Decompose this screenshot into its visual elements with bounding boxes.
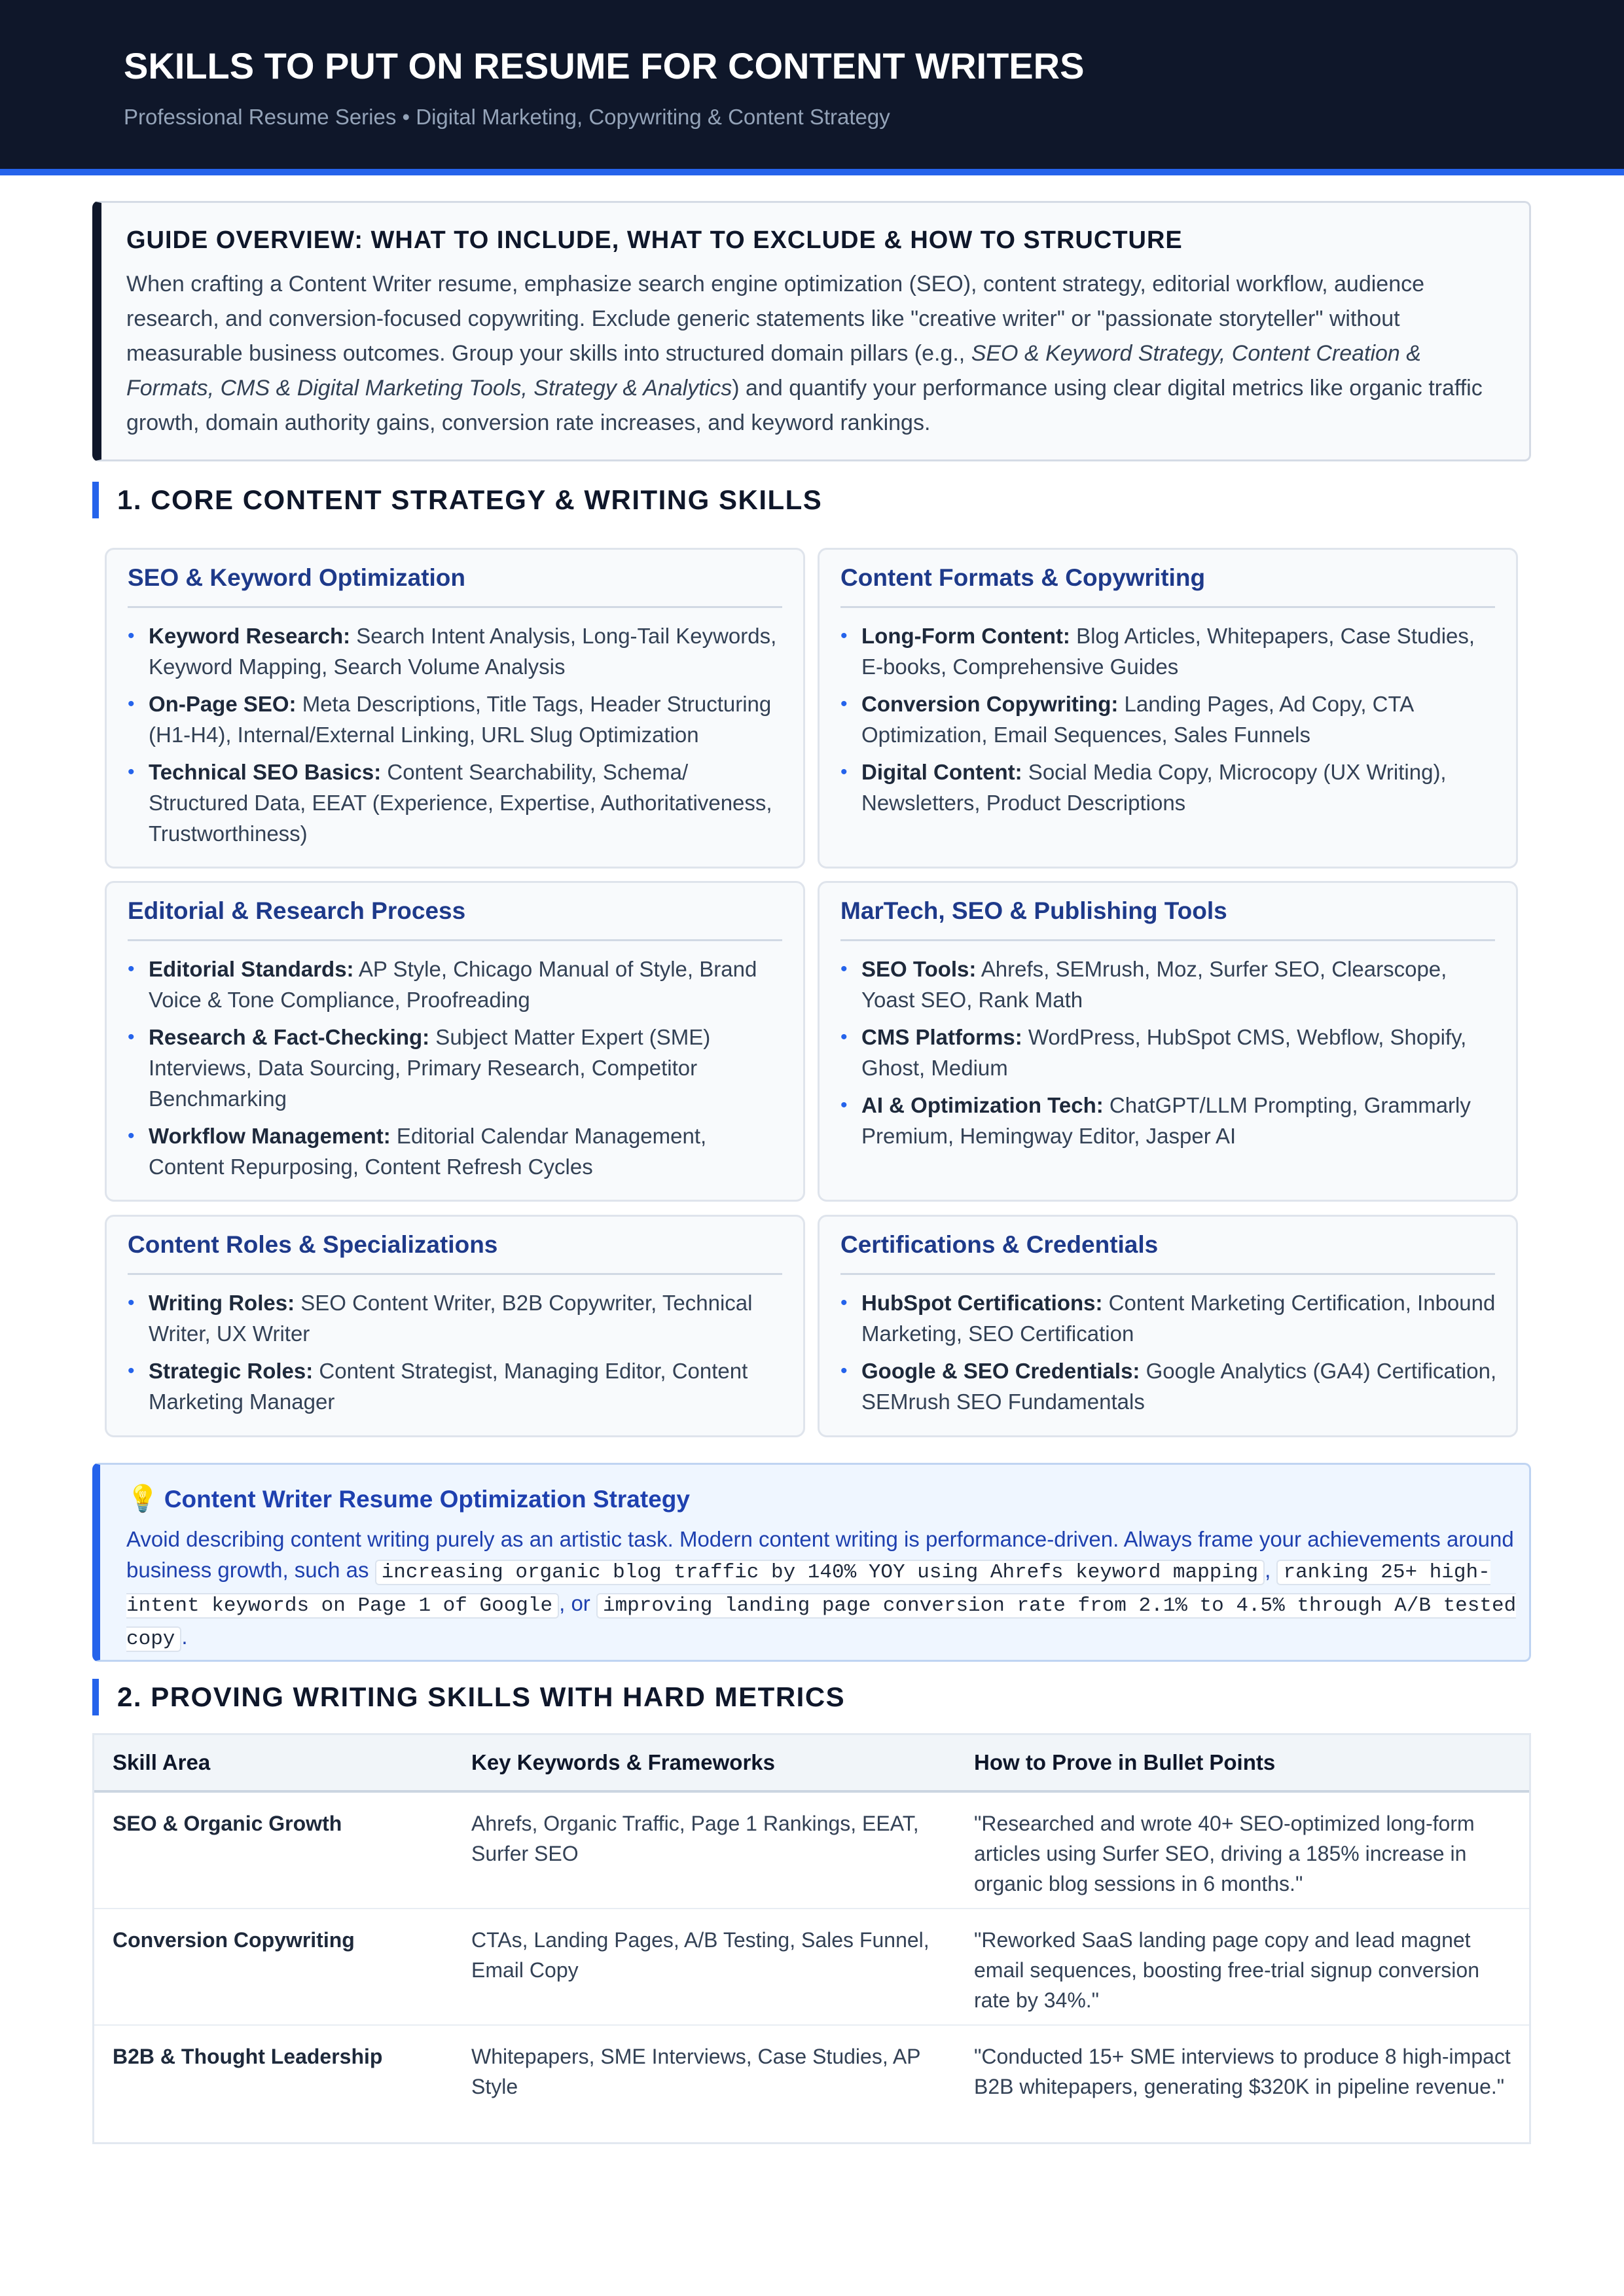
cell-skill-area: B2B & Thought Leadership <box>113 2045 383 2068</box>
card-divider <box>840 939 1495 941</box>
lightbulb-icon: 💡 <box>126 1484 159 1513</box>
skill-card <box>105 1215 805 1437</box>
tip-example-code: ranking 25+ high-intent keywords on Page 1 of Google <box>126 1561 1490 1617</box>
page-header <box>0 0 1624 169</box>
skill-item <box>840 757 1498 818</box>
skill-text: Ahrefs, SEMrush, Moz, Surfer SEO, Clearscope, Yoast SEO, Rank Math <box>861 957 1447 1012</box>
skill-list <box>128 620 785 855</box>
skill-label: Conversion Copywriting: <box>861 692 1119 716</box>
bullet-icon: • <box>840 625 848 647</box>
bullet-icon: • <box>128 1360 135 1382</box>
skill-item <box>128 954 785 1015</box>
skill-text: WordPress, HubSpot CMS, Webflow, Shopify, Ghost, Medium <box>861 1025 1467 1080</box>
section-heading-metrics: 2. PROVING WRITING SKILLS WITH HARD METRICS <box>92 1679 845 1715</box>
tip-text <box>126 1524 1521 1655</box>
skill-label: Editorial Standards: <box>149 957 354 981</box>
skill-label: SEO Tools: <box>861 957 977 981</box>
column-header: How to Prove in Bullet Points <box>974 1750 1276 1774</box>
skill-item <box>128 1287 785 1349</box>
table-row <box>94 2026 1529 2142</box>
cell-proof: "Researched and wrote 40+ SEO-optimized long-form articles using Surfer SEO, driving a 185% increase in organic blog sessions in 6 months." <box>974 1812 1475 1895</box>
page-title: SKILLS TO PUT ON RESUME FOR CONTENT WRITERS <box>124 45 1085 86</box>
bullet-icon: • <box>840 693 848 715</box>
cell-proof: "Reworked SaaS landing page copy and lead magnet email sequences, boosting free-trial signup conversion rate by 34%." <box>974 1928 1479 2012</box>
tip-example-code: improving landing page conversion rate from 2.1% to 4.5% through A/B tested copy <box>126 1594 1517 1651</box>
bullet-icon: • <box>128 625 135 647</box>
skill-label: HubSpot Certifications: <box>861 1291 1103 1315</box>
skill-item <box>840 1090 1498 1151</box>
card-divider <box>128 1273 782 1275</box>
overview-heading: GUIDE OVERVIEW: WHAT TO INCLUDE, WHAT TO EXCLUDE & HOW TO STRUCTURE <box>126 226 1183 254</box>
bullet-icon: • <box>840 1360 848 1382</box>
cell-keywords: CTAs, Landing Pages, A/B Testing, Sales Funnel, Email Copy <box>471 1928 929 1982</box>
card-divider <box>128 939 782 941</box>
skill-text: Search Intent Analysis, Long-Tail Keywords, Keyword Mapping, Search Volume Analysis <box>149 624 777 679</box>
skill-card <box>818 1215 1518 1437</box>
skill-list <box>840 1287 1498 1424</box>
skill-label: Digital Content: <box>861 760 1022 784</box>
skill-item <box>128 1022 785 1114</box>
skill-item <box>840 954 1498 1015</box>
table-row <box>94 1909 1529 2026</box>
tip-text-part: , <box>1265 1558 1277 1582</box>
skill-text: Editorial Calendar Management, Content Repurposing, Content Refresh Cycles <box>149 1124 707 1179</box>
skill-card <box>105 881 805 1202</box>
overview-text-italic: SEO & Keyword Strategy, Content Creation & Formats, CMS & Digital Marketing Tools, Strategy & Analytics <box>126 341 1421 401</box>
skill-label: Keyword Research: <box>149 624 351 648</box>
skill-text: Content Searchability, Schema/ Structured Data, EEAT (Experience, Expertise, Authoritativeness, Trustworthiness) <box>149 760 772 846</box>
skill-card <box>818 881 1518 1202</box>
card-title: Editorial & Research Process <box>128 897 466 924</box>
tip-example-code: increasing organic blog traffic by 140% YOY using Ahrefs keyword mapping <box>375 1560 1265 1585</box>
optimization-tip-box <box>92 1463 1531 1662</box>
column-header: Key Keywords & Frameworks <box>471 1750 776 1774</box>
skill-item <box>840 1355 1498 1417</box>
skill-item <box>128 620 785 682</box>
header-accent-bar <box>0 169 1624 175</box>
skill-label: Workflow Management: <box>149 1124 391 1148</box>
skill-item <box>128 1355 785 1417</box>
skill-label: Writing Roles: <box>149 1291 295 1315</box>
bullet-icon: • <box>128 1026 135 1048</box>
skill-item <box>128 689 785 750</box>
card-title: Certifications & Credentials <box>840 1231 1159 1258</box>
skill-text: Subject Matter Expert (SME) Interviews, Data Sourcing, Primary Research, Competitor Benchmarking <box>149 1025 711 1111</box>
section-heading-core-skills: 1. CORE CONTENT STRATEGY & WRITING SKILLS <box>92 482 822 518</box>
skill-card <box>105 548 805 869</box>
skill-list <box>128 954 785 1189</box>
tip-title-text: Content Writer Resume Optimization Strategy <box>164 1486 690 1513</box>
cell-keywords: Ahrefs, Organic Traffic, Page 1 Rankings, EEAT, Surfer SEO <box>471 1812 919 1865</box>
tip-text-part: . <box>181 1624 188 1649</box>
bullet-icon: • <box>128 693 135 715</box>
skill-item <box>840 1287 1498 1349</box>
skill-label: Google & SEO Credentials: <box>861 1359 1140 1383</box>
skill-label: Long-Form Content: <box>861 624 1070 648</box>
bullet-icon: • <box>840 1026 848 1048</box>
tip-text-part: Avoid describing content writing purely as an artistic task. Modern content writing is performance-driven. Always frame your achievements around business growth, such as <box>126 1527 1514 1582</box>
overview-text-start: When crafting a Content Writer resume, emphasize search engine optimization (SEO), content strategy, editorial workflow, audience research, and conversion-focused copywriting. Exclude generic statements like "creative writer" or "passionate storyteller" without measurable business outcomes. Group your skills into structured domain pillars (e.g., <box>126 272 1425 366</box>
skill-item <box>840 689 1498 750</box>
skill-item <box>128 757 785 849</box>
skill-text: Content Marketing Certification, Inbound Marketing, SEO Certification <box>861 1291 1496 1346</box>
skill-text: SEO Content Writer, B2B Copywriter, Technical Writer, UX Writer <box>149 1291 753 1346</box>
skill-item <box>840 1022 1498 1083</box>
skill-text: Blog Articles, Whitepapers, Case Studies, E-books, Comprehensive Guides <box>861 624 1475 679</box>
bullet-icon: • <box>840 1292 848 1314</box>
bullet-icon: • <box>128 1292 135 1314</box>
bullet-icon: • <box>840 761 848 783</box>
card-divider <box>840 1273 1495 1275</box>
skill-label: Strategic Roles: <box>149 1359 314 1383</box>
skill-label: AI & Optimization Tech: <box>861 1093 1104 1117</box>
skill-card <box>818 548 1518 869</box>
skill-text: ChatGPT/LLM Prompting, Grammarly Premium, Hemingway Editor, Jasper AI <box>861 1093 1471 1148</box>
page-subtitle: Professional Resume Series • Digital Marketing, Copywriting & Content Strategy <box>124 105 890 129</box>
card-divider <box>840 606 1495 608</box>
skill-text: Content Strategist, Managing Editor, Content Marketing Manager <box>149 1359 748 1414</box>
skill-list <box>840 620 1498 825</box>
skill-item <box>128 1121 785 1182</box>
tip-text-part: , or <box>559 1591 596 1615</box>
card-title: Content Roles & Specializations <box>128 1231 498 1258</box>
overview-text-end: ) and quantify your performance using clear digital metrics like organic traffic growth, domain authority gains, conversion rate increases, and keyword rankings. <box>126 376 1483 435</box>
skill-text: Meta Descriptions, Title Tags, Header Structuring (H1-H4), Internal/External Linking, URL Slug Optimization <box>149 692 772 747</box>
skill-text: AP Style, Chicago Manual of Style, Brand Voice & Tone Compliance, Proofreading <box>149 957 757 1012</box>
skill-list <box>128 1287 785 1424</box>
bullet-icon: • <box>840 958 848 980</box>
cell-skill-area: SEO & Organic Growth <box>113 1812 342 1835</box>
column-header: Skill Area <box>113 1750 211 1774</box>
skill-label: CMS Platforms: <box>861 1025 1022 1049</box>
skill-label: Technical SEO Basics: <box>149 760 382 784</box>
skill-text: Social Media Copy, Microcopy (UX Writing), Newsletters, Product Descriptions <box>861 760 1447 815</box>
table-header-row <box>94 1735 1529 1793</box>
guide-overview-box <box>92 201 1531 461</box>
cell-skill-area: Conversion Copywriting <box>113 1928 355 1952</box>
bullet-icon: • <box>840 1094 848 1116</box>
bullet-icon: • <box>128 761 135 783</box>
skill-label: On-Page SEO: <box>149 692 297 716</box>
skill-label: Research & Fact-Checking: <box>149 1025 430 1049</box>
table-row <box>94 1793 1529 1909</box>
bullet-icon: • <box>128 1125 135 1147</box>
card-title: SEO & Keyword Optimization <box>128 564 465 591</box>
skill-list <box>840 954 1498 1158</box>
skill-text: Landing Pages, Ad Copy, CTA Optimization, Email Sequences, Sales Funnels <box>861 692 1413 747</box>
skill-text: Google Analytics (GA4) Certification, SEMrush SEO Fundamentals <box>861 1359 1497 1414</box>
bullet-icon: • <box>128 958 135 980</box>
tip-title <box>126 1483 690 1514</box>
card-title: Content Formats & Copywriting <box>840 564 1206 591</box>
cell-proof: "Conducted 15+ SME interviews to produce 8 high-impact B2B whitepapers, generating $320K in pipeline revenue." <box>974 2045 1511 2098</box>
skill-item <box>840 620 1498 682</box>
metrics-table <box>92 1733 1531 2144</box>
overview-text <box>126 267 1514 440</box>
cell-keywords: Whitepapers, SME Interviews, Case Studies, AP Style <box>471 2045 920 2098</box>
card-divider <box>128 606 782 608</box>
card-title: MarTech, SEO & Publishing Tools <box>840 897 1227 924</box>
